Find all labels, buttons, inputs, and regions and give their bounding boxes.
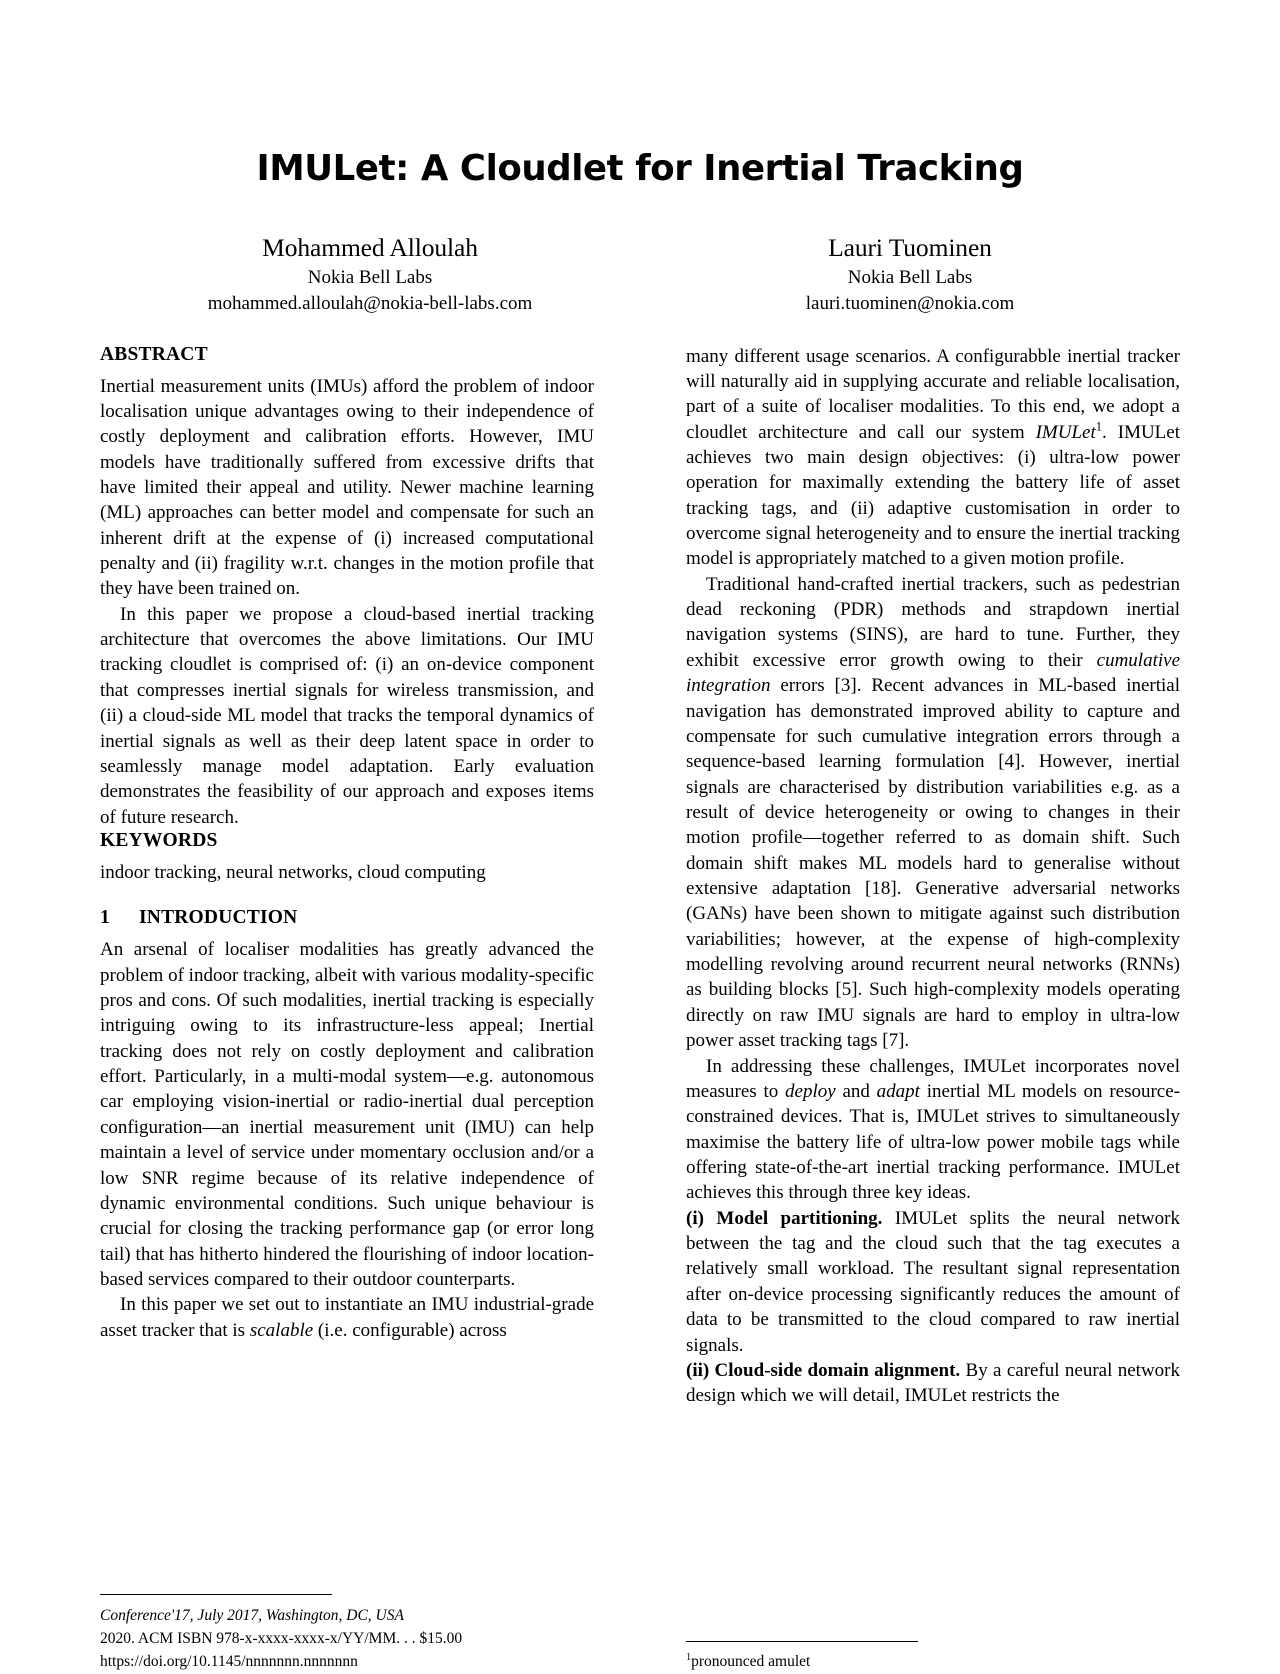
footnote-rule <box>686 1641 918 1642</box>
keywords-text: indoor tracking, neural networks, cloud computing <box>100 861 486 883</box>
author-email: mohammed.alloulah@nokia-bell-labs.com <box>207 293 533 315</box>
text-run: Traditional hand-crafted inertial trackers, such as pedestrian dead reckoning (PDR) methods and strapdown inertial navigation systems (SINS), are hard to tune. Further, they exhibit excessive error growth owing to their <box>686 573 1180 671</box>
text-run: In this paper we set out to instantiate an IMU industrial-grade asset tracker that is <box>100 1294 594 1341</box>
author-name: Lauri Tuominen <box>828 232 992 262</box>
abstract-paragraph: Inertial measurement units (IMUs) afford the problem of indoor localisation unique advantages owing to their independence of costly deployment and calibration efforts. However, IMU models have traditionally suffered from excessive drifts that have limited their appeal and utility. Newer machine learning (ML) approaches can better model and compensate for such an inherent drift at the expense of (i) increased computational penalty and (ii) fragility w.r.t. changes in the motion profile that they have been trained on. <box>100 375 594 600</box>
text-run: many different usage scenarios. A configurabble inertial tracker will naturally aid in supplying accurate and reliable localisation, part of a suite of localiser modalities. To this end, we adopt a cloudlet architecture and call our system <box>686 345 1180 443</box>
abstract-paragraph: In this paper we propose a cloud-based inertial tracking architecture that overcomes the above limitations. Our IMU tracking cloudlet is comprised of: (i) an on-device component that compresses inertial signals for wireless transmission, and (ii) a cloud-side ML model that tracks the temporal dynamics of inertial signals as well as their deep latent space in order to seamlessly manage model adaptation. Early evaluation demonstrates the feasibility of our approach and exposes items of future research. <box>100 603 594 828</box>
two-column-body <box>100 344 1180 1674</box>
text-run: and <box>835 1080 877 1102</box>
footnote-marker: 1 <box>686 1651 692 1663</box>
abstract-heading: ABSTRACT <box>100 343 208 365</box>
left-column-content <box>100 344 594 1472</box>
intro-paragraph <box>686 344 1180 572</box>
emphasis-imulet: IMULet <box>1035 421 1096 443</box>
right-column <box>686 344 1180 1674</box>
right-column-content <box>686 344 1180 1491</box>
emphasis-adapt: adapt <box>876 1080 920 1102</box>
emphasis-cumulative-integration: cumulative integration <box>686 649 1180 697</box>
key-idea-paragraph <box>686 1206 1180 1358</box>
intro-paragraph <box>686 572 1180 1054</box>
text-run: In addressing these challenges, IMULet incorporates novel measures to <box>686 1055 1180 1102</box>
intro-paragraph <box>686 1054 1180 1206</box>
text-run: (i.e. configurable) across <box>313 1319 507 1341</box>
introduction-heading <box>100 907 594 929</box>
author-entry <box>640 230 1180 318</box>
text-run: inertial ML models on resource-constrained devices. That is, IMULet strives to simultaneously maximise the battery life of ultra-low power mobile tags while offering state-of-the-art inertial tracking performance. IMULet achieves this through three key ideas. <box>686 1080 1180 1204</box>
text-run: pronounced amulet <box>691 1653 811 1671</box>
author-email: lauri.tuominen@nokia.com <box>805 293 1015 315</box>
author-entry <box>100 230 640 318</box>
footer-copyright: 2020. ACM ISBN 978-x-xxxx-xxxx-x/YY/MM. . . $15.00 <box>100 1630 463 1647</box>
author-affiliation: Nokia Bell Labs <box>307 267 433 289</box>
author-block <box>100 230 1180 318</box>
emphasis-scalable: scalable <box>249 1319 314 1341</box>
author-affiliation: Nokia Bell Labs <box>847 267 973 289</box>
section-number: 1 <box>100 907 110 929</box>
left-column <box>100 344 594 1674</box>
run-in-heading-cloud-side-domain-alignment: (ii) Cloud-side domain alignment. <box>686 1359 961 1381</box>
footer-conference: Conference'17, July 2017, Washington, DC, USA <box>100 1606 404 1624</box>
author-name: Mohammed Alloulah <box>262 232 478 262</box>
footer-rule <box>100 1594 332 1595</box>
intro-paragraph: An arsenal of localiser modalities has greatly advanced the problem of indoor tracking, albeit with various modality-specific pros and cons. Of such modalities, inertial tracking is especially intriguing owing to its infrastructure-less appeal; Inertial tracking does not rely on costly deployment and calibration effort. Particularly, in a multi-modal system—e.g. autonomous car employing vision-inertial or radio-inertial dual perception configuration—an inertial measurement unit (IMU) can help maintain a level of service under momentary occlusion and/or a low SNR regime because of its relative independence of dynamic environmental conditions. Such unique behaviour is crucial for closing the tracking performance gap (or error long tail) that has hitherto hindered the flourishing of indoor location-based services compared to their outdoor counterparts. <box>100 939 594 1290</box>
footnote-text <box>686 1651 1180 1673</box>
text-run: By a careful neural network design which we will detail, IMULet restricts the <box>686 1359 1180 1407</box>
key-idea-paragraph <box>686 1358 1180 1409</box>
page-title: IMULet: A Cloudlet for Inertial Tracking <box>256 148 1024 189</box>
section-title: INTRODUCTION <box>139 907 298 929</box>
keywords-heading: KEYWORDS <box>100 829 218 851</box>
run-in-heading-model-partitioning: (i) Model partitioning. <box>686 1207 883 1229</box>
text-run: . IMULet achieves two main design objectives: (i) ultra-low power operation for maximally extending the battery life of asset tracking tags, and (ii) adaptive customisation in order to overcome signal heterogeneity and to ensure the inertial tracking model is appropriately matched to a given motion profile. <box>686 421 1181 570</box>
text-run: IMULet splits the neural network between the tag and the cloud such that the tag executes a relatively small workload. The resultant signal representation after on-device processing significantly reduces the amount of data to be transmitted to the cloud compared to raw inertial signals. <box>686 1207 1180 1356</box>
right-column-footer <box>686 1641 1180 1673</box>
text-run: errors [3]. Recent advances in ML-based inertial navigation has demonstrated improved ability to capture and compensate for such cumulative integration errors through a sequence-based learning formulation [4]. However, inertial signals are characterised by distribution variabilities e.g. as a result of device heterogeneity or owing to changes in their motion profile—together referred to as domain shift. Such domain shift makes ML models hard to generalise without extensive adaptation [18]. Generative adversarial networks (GANs) have been shown to mitigate against such distribution variabilities; however, at the expense of high-complexity modelling revolving around recurrent neural networks (RNNs) as building blocks [5]. Such high-complexity models operating directly on raw IMU signals are hard to employ in ultra-low power asset tracking tags [7]. <box>686 675 1180 1052</box>
intro-paragraph <box>100 1292 594 1343</box>
footer-doi-link[interactable]: https://doi.org/10.1145/nnnnnnn.nnnnnnn <box>100 1653 358 1671</box>
footnote-marker: 1 <box>1095 419 1103 434</box>
emphasis-deploy: deploy <box>785 1080 836 1102</box>
left-column-footer <box>100 1594 594 1674</box>
